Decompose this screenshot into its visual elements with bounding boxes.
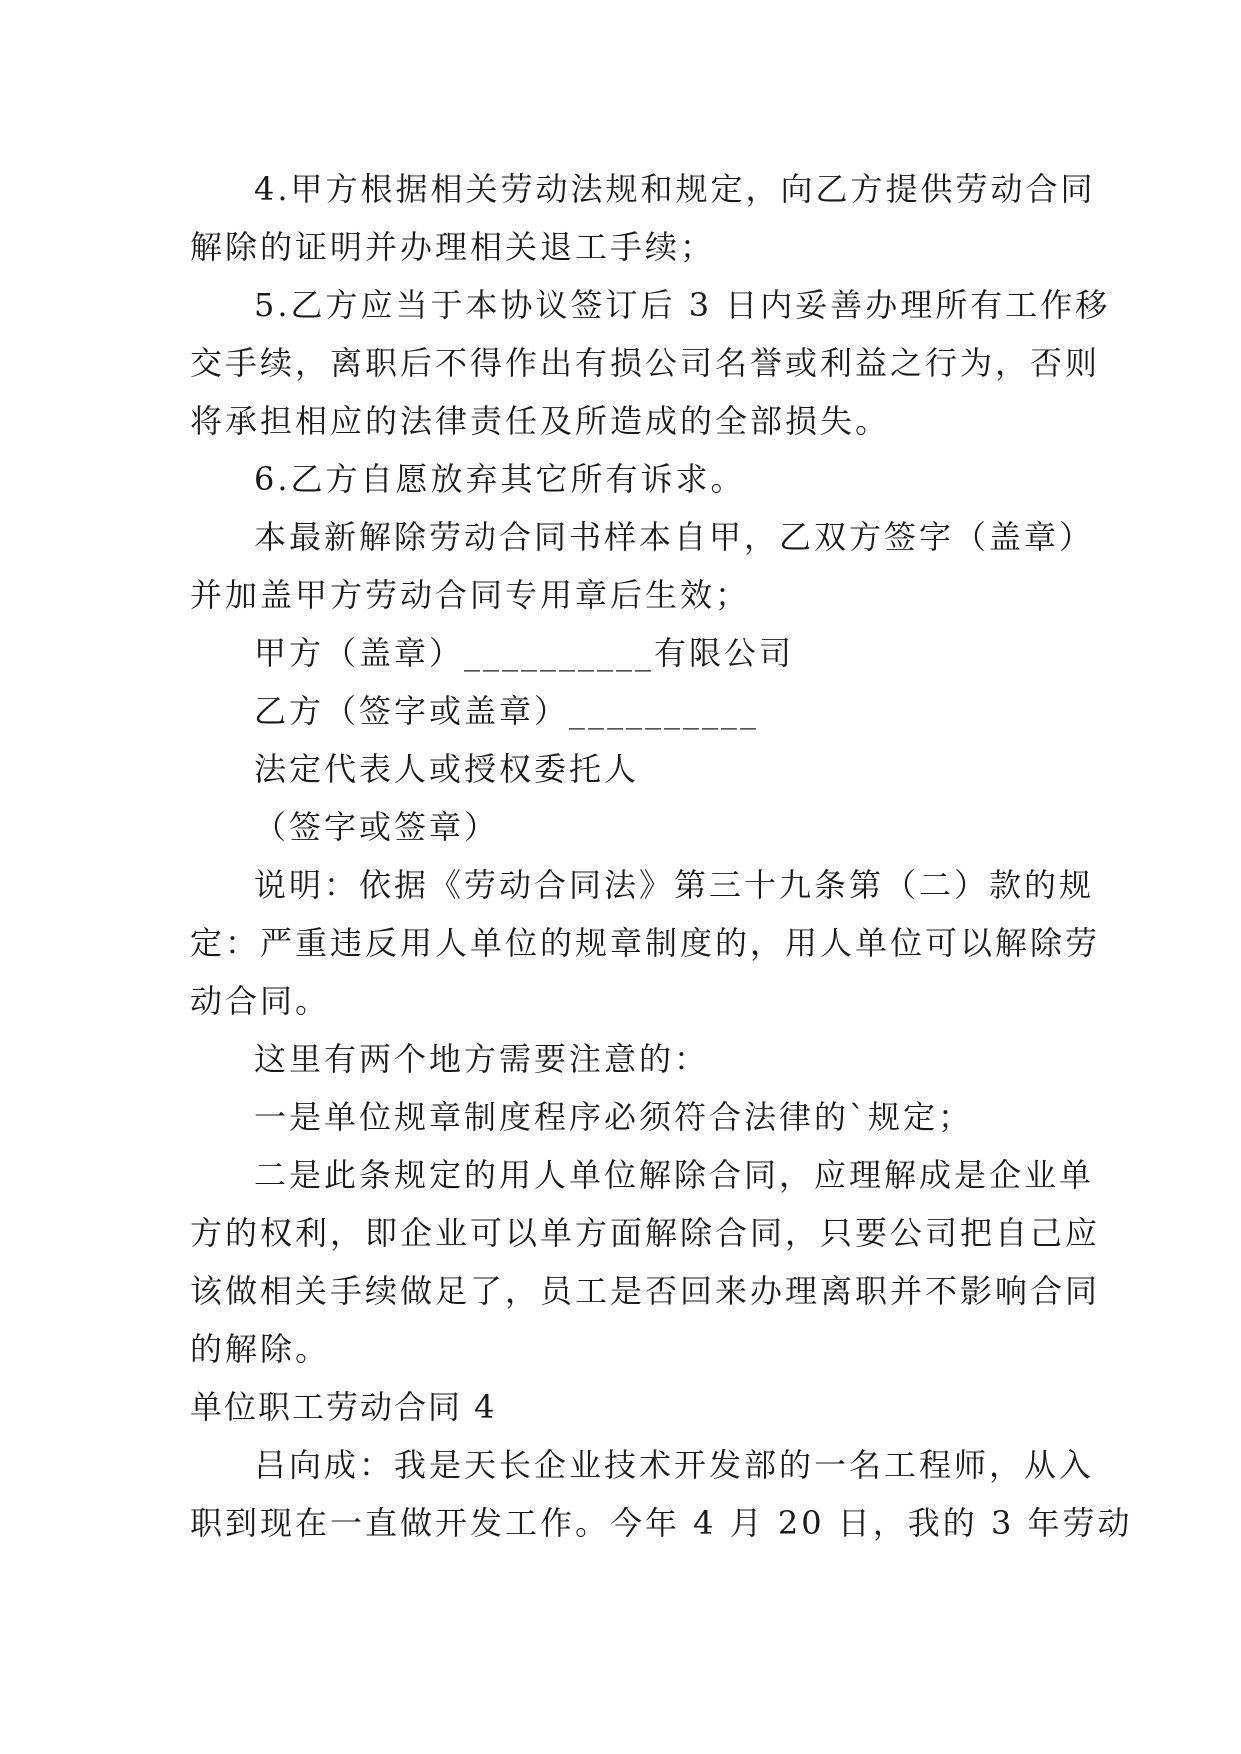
- text-line: 说明：依据《劳动合同法》第三十九条第（二）款的规: [254, 866, 1095, 904]
- text-line: 吕向成：我是天长企业技术开发部的一名工程师，从入: [254, 1446, 1095, 1484]
- document-body: [190, 160, 1133, 1552]
- text-line: 乙方（签字或盖章）__________: [254, 692, 760, 730]
- text-line: 一是单位规章制度程序必须符合法律的`规定；: [254, 1098, 974, 1136]
- text-line: 交手续，离职后不得作出有损公司名誉或利益之行为，否则: [190, 344, 1101, 382]
- text-line: 并加盖甲方劳动合同专用章后生效；: [190, 576, 751, 614]
- text-line: 将承担相应的法律责任及所造成的全部损失。: [190, 402, 891, 440]
- text-line: 定：严重违反用人单位的规章制度的，用人单位可以解除劳: [190, 924, 1101, 962]
- text-line: 职到现在一直做开发工作。今年 4 月 20 日，我的 3 年劳动: [190, 1504, 1133, 1542]
- text-line: 本最新解除劳动合同书样本自甲，乙双方签字（盖章）: [254, 518, 1095, 556]
- text-line: 的解除。: [190, 1330, 331, 1368]
- text-line: （签字或签章）: [254, 808, 500, 846]
- text-line: 4.甲方根据相关劳动法规和规定，向乙方提供劳动合同: [254, 170, 1096, 208]
- text-line: 该做相关手续做足了，员工是否回来办理离职并不影响合同: [190, 1272, 1101, 1310]
- text-line: 动合同。: [190, 982, 331, 1020]
- text-line: 法定代表人或授权委托人: [254, 750, 640, 788]
- text-line: 二是此条规定的用人单位解除合同，应理解成是企业单: [254, 1156, 1095, 1194]
- section-heading: 单位职工劳动合同 4: [190, 1388, 497, 1426]
- text-line: 6.乙方自愿放弃其它所有诉求。: [254, 460, 746, 498]
- text-line: 解除的证明并办理相关退工手续；: [190, 228, 716, 266]
- text-line: 这里有两个地方需要注意的：: [254, 1040, 710, 1078]
- text-line: 甲方（盖章）__________有限公司: [254, 634, 795, 672]
- text-line: 方的权利，即企业可以单方面解除合同，只要公司把自己应: [190, 1214, 1101, 1252]
- text-line: 5.乙方应当于本协议签订后 3 日内妥善办理所有工作移: [254, 286, 1111, 324]
